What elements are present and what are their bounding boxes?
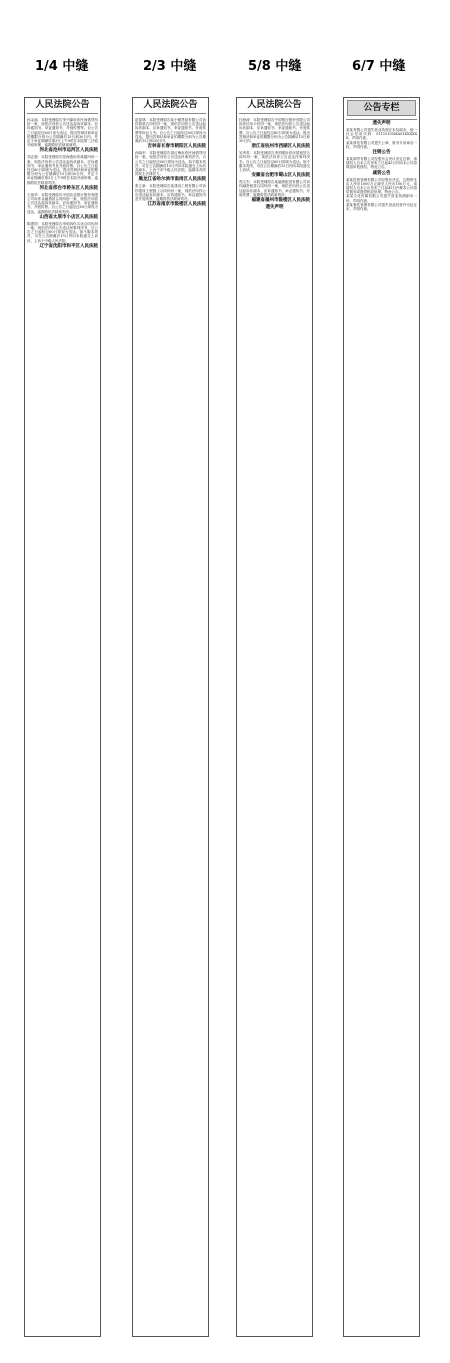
notice-paragraph: 某某文化传媒有限公司遗失营业执照副本一份，声明作废。	[346, 194, 417, 203]
court-signature: 福建省福州市鼓楼区人民法院	[251, 198, 310, 204]
column-body	[346, 120, 417, 1334]
court-signature: 山西省太原市小店区人民法院	[39, 214, 98, 220]
notice-paragraph: 郑文杰：本院受理原告某融资租赁有限公司诉你融资租赁合同纠纷一案，现依法向你公告送达起诉状副本、应诉通知书、举证通知书、开庭传票，逾期将依法缺席判决。	[239, 180, 310, 197]
column-title: 人民法院公告	[247, 100, 302, 110]
column-1-4	[24, 97, 101, 1337]
section-heading: 注销公告	[372, 150, 391, 156]
column-5-8	[236, 97, 313, 1337]
notice-paragraph: 王丽华：本院受理原告中国农业银行股份有限公司诉你金融借款合同纠纷一案，现依法向你公告送达起诉状副本、应诉通知书、举证通知书、开庭传票。自公告之日起经过60日即视为送达，逾期将依法缺席判决。	[27, 192, 98, 214]
notice-paragraph: 某某商贸有限公司经股东会决议决定注销，请债权人自本公告发布之日起45日内向本公司清算组申报债权。特此公告。	[346, 157, 417, 170]
header-2-3: 2/3 中缝	[143, 59, 197, 74]
header-5-8: 5/8 中缝	[248, 59, 302, 74]
notice-paragraph: 某某有限公司遗失营业执照正本及副本，统一社会信用代码：91110105MA01XXXXXX，声明作废。	[346, 128, 417, 141]
title-rule	[27, 113, 98, 114]
court-signature: 江苏省南京市鼓楼区人民法院	[147, 202, 206, 208]
title-rule	[239, 113, 310, 114]
court-signature: 辽宁省沈阳市和平区人民法院	[39, 243, 98, 249]
title-rule	[135, 113, 206, 114]
court-signature: 河北省沧州市运河区人民法院	[39, 148, 98, 154]
section-heading: 遗失声明	[265, 205, 284, 211]
court-signature: 黑龙江省哈尔滨市南岗区人民法院	[138, 177, 206, 183]
section-heading: 减资公告	[372, 170, 391, 176]
section-heading: 遗失声明	[372, 121, 391, 126]
notice-paragraph: 某某科技有限公司遗失公章、财务专用章各一枚，声明作废。	[346, 140, 417, 149]
column-title: 公告专栏	[347, 100, 416, 116]
column-2-3	[132, 97, 209, 1337]
column-body	[135, 118, 206, 1334]
column-body	[239, 118, 310, 1334]
notice-paragraph: 孙金福：本院受理原告李兴隆诉你民间借贷纠纷一案，现依法向你公告送达起诉状副本、应诉通知书、举证通知书、开庭传票等。自公告之日起经过60日视为送达。提出答辩状和举证的期限分别为公告期满后15日和30日内。并定于举证期满后第3日上午9时在本院第三法庭开庭审理，逾期将依法缺席裁判。	[27, 118, 98, 148]
notice-paragraph: 赵春林：本院受理原告某小额贷款有限公司诉你借款合同纠纷一案，现依法向你公告送达起诉状副本、应诉通知书、举证通知书、开庭传票等诉讼文书。自公告之日起经过60日即视为送达。提出答辩状和举证的期限分别为公告期满后15日和30日内。	[135, 118, 206, 144]
court-signature: 安徽省合肥市蜀山区人民法院	[251, 173, 310, 179]
column-title: 人民法院公告	[143, 100, 198, 110]
notice-paragraph: 陈建国：本院受理原告李明诉你买卖合同纠纷一案，现依法向你公告送达民事判决书。自公告之日起经过60日即视为送达。如不服本判决，可在公告期满后15日内向本院递交上诉状，上诉于中级人民法院。	[27, 221, 98, 243]
header-6-7: 6/7 中缝	[352, 59, 406, 74]
notice-paragraph: 刘志强：本院受理原告张海燕诉你离婚纠纷一案，现依法向你公告送达起诉状副本、应诉通知书、举证通知书及开庭传票。自公告之日起经过60日即视为送达。提出答辩状和举证的期限分别为公告期满后15日和30日内。并定于举证期满后第3日上午9时在本院开庭审理，逾期将依法缺席判决。	[27, 155, 98, 185]
notice-paragraph: 吴秀英：本院受理原告李国强诉你房屋租赁合同纠纷一案，现依法向你公告送达民事判决书。自公告之日起经过60日即视为送达。如不服本判决，可在公告期满后15日内向本院递交上诉状。	[239, 151, 310, 173]
header-1-4: 1/4 中缝	[35, 59, 89, 74]
column-body	[27, 118, 98, 1334]
notice-paragraph: 孙晓东：本院受理原告周红梅诉你民间借贷纠纷一案，现依法向你公告送达民事判决书。自公告之日起经过60日即视为送达。如不服本判决，可在公告期满后15日内向本院递交上诉状及副本，上诉于市中级人民法院。逾期本判决即发生法律效力。	[135, 151, 206, 177]
court-signature: 吉林省长春市朝阳区人民法院	[147, 144, 206, 150]
court-signature: 浙江省杭州市西湖区人民法院	[251, 144, 310, 150]
notice-paragraph: 某某餐饮管理有限公司遗失食品经营许可证正本，声明作废。	[346, 202, 417, 212]
notice-paragraph: 杜海涛：本院受理原告中国银行股份有限公司诉你信用卡纠纷一案，现依法向你公告送达起诉状副本、应诉通知书、举证通知书、开庭传票。自公告之日起经过60日即视为送达。提出答辩状和举证的期限分别为公告期满后15日和30日内。	[239, 118, 310, 144]
notice-paragraph: 张立新：本院受理原告某建设工程有限公司诉你建设工程施工合同纠纷一案，现依法向你公告送达起诉状副本、应诉通知书、举证通知书及开庭传票，逾期将依法缺席判决。	[135, 184, 206, 202]
column-title: 人民法院公告	[35, 100, 90, 110]
notice-paragraph: 某某投资管理有限公司经股东决定，注册资本由人民币1000万元减至人民币100万元，请债权人自本公告发布之日起45日内要求公司清偿债务或提供相应担保。特此公告。	[346, 177, 417, 195]
column-6-7	[343, 97, 420, 1337]
court-signature: 河北省邢台市桥东区人民法院	[39, 185, 98, 191]
